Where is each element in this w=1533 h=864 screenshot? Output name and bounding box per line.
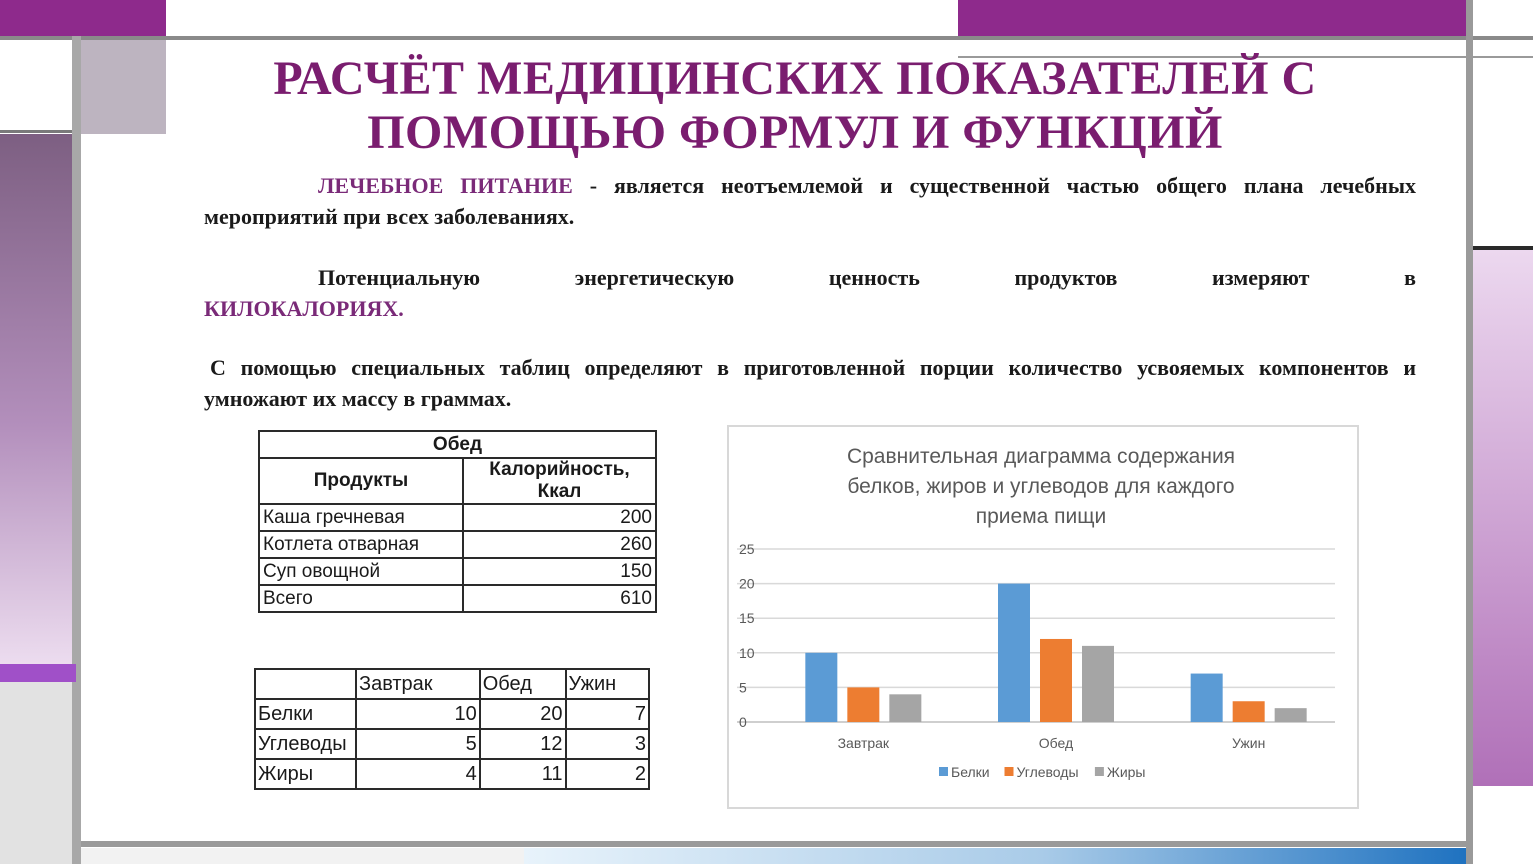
table-cell: 7 xyxy=(566,699,649,729)
table-cell: 10 xyxy=(356,699,480,729)
table-cell: Углеводы xyxy=(255,729,356,759)
table-row xyxy=(259,531,656,558)
decor-bottom-blue-bar xyxy=(524,848,1466,864)
table-cell: Котлета отварная xyxy=(259,531,463,558)
y-tick-label: 15 xyxy=(739,610,755,627)
table-cell: 4 xyxy=(356,759,480,789)
nutrient-table xyxy=(254,668,650,790)
bar xyxy=(889,694,921,722)
highlight-therapeutic-nutrition: ЛЕЧЕБНОЕ ПИТАНИЕ xyxy=(318,173,573,198)
bar xyxy=(1082,646,1114,722)
y-tick-label: 0 xyxy=(739,714,747,730)
table-cell: Суп овощной xyxy=(259,558,463,585)
table-row xyxy=(259,558,656,585)
bar xyxy=(847,687,879,722)
nutrient-bar-chart xyxy=(727,425,1357,807)
decor-left-gray-bar xyxy=(72,36,81,864)
bar xyxy=(805,653,837,722)
decor-bottom-line xyxy=(81,841,1466,847)
bar xyxy=(1275,708,1307,722)
decor-left-line xyxy=(0,130,72,133)
x-tick-label: Ужин xyxy=(1231,735,1266,751)
table-header-row xyxy=(255,669,649,699)
table-cell: 610 xyxy=(463,585,656,612)
decor-top-right-bar xyxy=(958,0,1466,36)
paragraph-energy-value: Потенциальную энергетическую ценность продуктов измеряют в xyxy=(318,265,1416,290)
legend-label: Жиры xyxy=(1106,764,1146,780)
table-cell: 12 xyxy=(480,729,566,759)
decor-left-purple-bar xyxy=(0,664,76,682)
table-row xyxy=(259,585,656,612)
table-cell: Каша гречневая xyxy=(259,504,463,531)
table-cell: Жиры xyxy=(255,759,356,789)
table-cell: Всего xyxy=(259,585,463,612)
table-row xyxy=(255,759,649,789)
chart-title-line: Сравнительная диаграмма содержания xyxy=(846,445,1236,468)
column-header: Продукты xyxy=(259,458,463,504)
table-row xyxy=(255,729,649,759)
table-cell: 2 xyxy=(566,759,649,789)
table-cell: 150 xyxy=(463,558,656,585)
table-header-row xyxy=(259,458,656,504)
table-row xyxy=(259,431,656,458)
bar xyxy=(1191,674,1223,722)
legend-swatch xyxy=(1095,767,1104,776)
table-cell: 3 xyxy=(566,729,649,759)
bar xyxy=(1233,701,1265,722)
paragraph-special-tables: С помощью специальных таблиц определяют в приготовленной порции количество усвояемых компонентов и умножают их массу в граммах. xyxy=(204,355,1416,411)
column-header xyxy=(255,669,356,699)
table-row xyxy=(255,699,649,729)
decor-left-gradient-strip xyxy=(0,134,72,664)
legend-label: Углеводы xyxy=(1016,764,1079,780)
chart-title-line: белков, жиров и углеводов для каждого xyxy=(847,475,1235,498)
decor-bottom-left-block xyxy=(81,848,525,864)
table-cell: 260 xyxy=(463,531,656,558)
highlight-kilocalories: КИЛОКАЛОРИЯХ. xyxy=(204,296,404,321)
bar xyxy=(1040,639,1072,722)
lunch-calorie-table xyxy=(258,430,657,613)
chart-title-line: приема пищи xyxy=(975,505,1107,528)
table-cell: 20 xyxy=(480,699,566,729)
decor-left-box xyxy=(81,40,166,134)
decor-top-line xyxy=(0,36,1533,40)
x-tick-label: Обед xyxy=(1038,735,1074,751)
legend-label: Белки xyxy=(951,764,990,780)
y-tick-label: 5 xyxy=(739,679,747,696)
table-cell: 5 xyxy=(356,729,480,759)
decor-left-bottom-block xyxy=(0,682,72,864)
paragraph-1-text: - является неотъемлемой и существенной частью общего плана лечебных мероприятий при всех заболеваниях. xyxy=(204,173,1416,229)
table-cell: Белки xyxy=(255,699,356,729)
slide-title-line-2: ПОМОЩЬЮ ФОРМУЛ И ФУНКЦИЙ xyxy=(367,106,1223,159)
table-cell: 11 xyxy=(480,759,566,789)
x-tick-label: Завтрак xyxy=(837,735,890,751)
legend-swatch xyxy=(939,767,948,776)
slide-title-line-1: РАСЧЁТ МЕДИЦИНСКИХ ПОКАЗАТЕЛЕЙ С xyxy=(273,52,1317,105)
slide-title xyxy=(180,52,1410,160)
column-header: Калорийность, Ккал xyxy=(463,458,656,504)
table-caption: Обед xyxy=(259,431,656,458)
table-row xyxy=(259,504,656,531)
bar xyxy=(998,584,1030,722)
decor-right-gradient-strip xyxy=(1473,250,1533,786)
y-tick-label: 10 xyxy=(739,644,755,661)
legend-swatch xyxy=(1005,767,1014,776)
table-cell: 200 xyxy=(463,504,656,531)
column-header: Ужин xyxy=(566,669,649,699)
paragraph-therapeutic-nutrition xyxy=(204,170,1416,232)
decor-right-gray-bar xyxy=(1466,0,1473,864)
column-header: Завтрак xyxy=(356,669,480,699)
y-tick-label: 25 xyxy=(739,541,755,557)
y-tick-label: 20 xyxy=(739,575,755,592)
decor-top-left-bar xyxy=(0,0,166,36)
column-header: Обед xyxy=(480,669,566,699)
